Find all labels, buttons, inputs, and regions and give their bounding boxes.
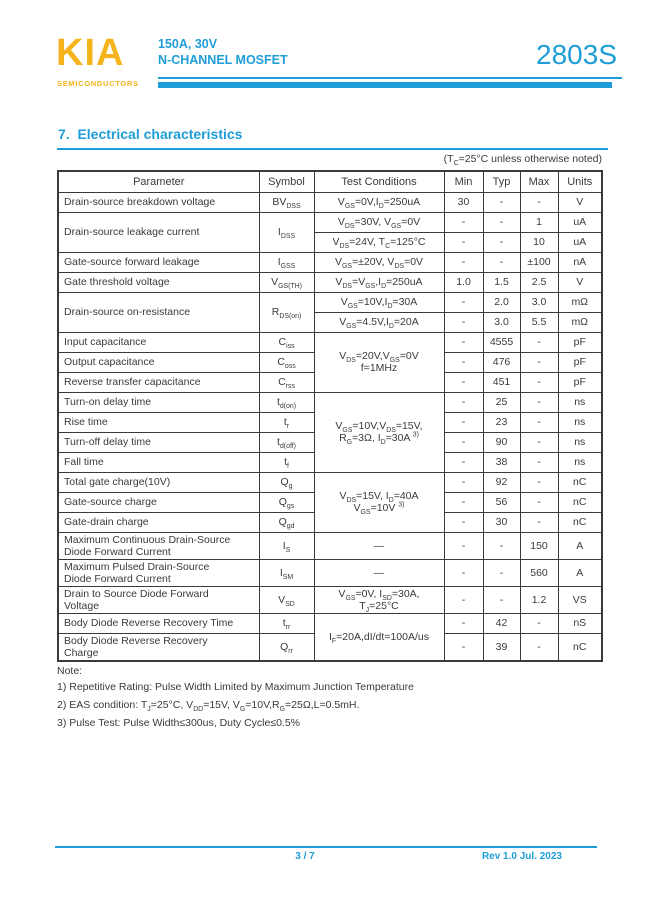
value-cell: - xyxy=(483,559,520,586)
value-cell: $V_{DS}=V_{GS},I_D=250uA$ xyxy=(314,272,444,292)
value-cell: - xyxy=(520,412,558,432)
table-row xyxy=(58,192,602,212)
value-cell: 3.0 xyxy=(520,292,558,312)
parameter-cell: Body Diode Reverse Recovery Time xyxy=(58,613,259,633)
value-cell: - xyxy=(520,633,558,661)
value-cell: - xyxy=(444,559,483,586)
page-number: 3 / 7 xyxy=(295,851,315,862)
value-cell: - xyxy=(483,192,520,212)
table-row xyxy=(58,392,602,412)
value-cell: $V_{GS}=0V,I_D=250uA$ xyxy=(314,192,444,212)
value-cell: - xyxy=(520,372,558,392)
value-cell: - xyxy=(520,332,558,352)
value-cell: - xyxy=(520,452,558,472)
value-cell: - xyxy=(444,252,483,272)
value-cell: pF xyxy=(558,332,602,352)
part-number: 2803S xyxy=(536,39,617,70)
value-cell: - xyxy=(444,232,483,252)
value-cell: mΩ xyxy=(558,292,602,312)
value-cell: $V_{GS}=\pm 20V$, $V_{DS}=0V$ xyxy=(314,252,444,272)
table-wrapper xyxy=(57,170,603,662)
value-cell: $I_F=20A,dI/dt=100A/us$ xyxy=(314,613,444,661)
value-cell: 5.5 xyxy=(520,312,558,332)
value-cell: $V_{GS}=0V$, $I_{SD}=30A$, $T_J=25^\circ C$ xyxy=(314,586,444,613)
header-rule-thin xyxy=(158,77,622,79)
section-title-rule xyxy=(57,148,608,150)
value-cell: $C_{iss}$ xyxy=(259,332,314,352)
value-cell: 1 xyxy=(520,212,558,232)
value-cell: - xyxy=(444,212,483,232)
value-cell: 150 xyxy=(520,532,558,559)
value-cell: $V_{DS}=24V$, $T_C=125^\circ C$ xyxy=(314,232,444,252)
logo-subtext: SEMICONDUCTORS xyxy=(57,79,139,88)
column-header: Max xyxy=(520,171,558,192)
value-cell: - xyxy=(483,532,520,559)
value-cell: nC xyxy=(558,512,602,532)
value-cell: $I_{DSS}$ xyxy=(259,212,314,252)
notes-block xyxy=(57,664,414,732)
table-row xyxy=(58,472,602,492)
value-cell: V xyxy=(558,192,602,212)
value-cell: - xyxy=(483,212,520,232)
table-row xyxy=(58,559,602,586)
parameter-cell: Output capacitance xyxy=(58,352,259,372)
value-cell: $V_{GS}=10V,V_{DS}=15V$, $R_G=3\Omega$, $I_D=30A$ $^{3)}$ xyxy=(314,392,444,472)
parameter-cell: Total gate charge(10V) xyxy=(58,472,259,492)
value-cell: A xyxy=(558,532,602,559)
value-cell: 2.0 xyxy=(483,292,520,312)
value-cell: 1.5 xyxy=(483,272,520,292)
value-cell: $t_{rr}$ xyxy=(259,613,314,633)
value-cell: - xyxy=(520,613,558,633)
value-cell: 2.5 xyxy=(520,272,558,292)
value-cell: 39 xyxy=(483,633,520,661)
value-cell: nS xyxy=(558,613,602,633)
value-cell: nC xyxy=(558,633,602,661)
value-cell: 451 xyxy=(483,372,520,392)
value-cell: uA xyxy=(558,212,602,232)
product-description xyxy=(158,36,288,68)
electrical-characteristics-table xyxy=(57,170,603,662)
value-cell: 560 xyxy=(520,559,558,586)
value-cell: 476 xyxy=(483,352,520,372)
value-cell: - xyxy=(444,432,483,452)
parameter-cell: Drain-source breakdown voltage xyxy=(58,192,259,212)
parameter-cell: Drain-source leakage current xyxy=(58,212,259,252)
value-cell: VS xyxy=(558,586,602,613)
value-cell: 38 xyxy=(483,452,520,472)
parameter-cell: Reverse transfer capacitance xyxy=(58,372,259,392)
value-cell: $V_{GS}=4.5V,I_D=20A$ xyxy=(314,312,444,332)
value-cell: 25 xyxy=(483,392,520,412)
value-cell: 56 xyxy=(483,492,520,512)
footer-rule xyxy=(55,846,597,848)
note-label: Note: xyxy=(57,665,83,677)
table-row xyxy=(58,586,602,613)
value-cell: nC xyxy=(558,472,602,492)
value-cell: - xyxy=(444,586,483,613)
value-cell: $t_{d(on)}$ xyxy=(259,392,314,412)
parameter-cell: Drain-source on-resistance xyxy=(58,292,259,332)
table-row xyxy=(58,532,602,559)
value-cell: 23 xyxy=(483,412,520,432)
kia-logo: KIA xyxy=(56,32,125,74)
value-cell: - xyxy=(444,392,483,412)
column-header: Parameter xyxy=(58,171,259,192)
value-cell: 3.0 xyxy=(483,312,520,332)
value-cell: $Q_{gs}$ xyxy=(259,492,314,512)
parameter-cell: Maximum Pulsed Drain-Source Diode Forward Current xyxy=(58,559,259,586)
value-cell: — xyxy=(314,559,444,586)
parameter-cell: Gate-source forward leakage xyxy=(58,252,259,272)
value-cell: - xyxy=(444,613,483,633)
value-cell: $C_{rss}$ xyxy=(259,372,314,392)
value-cell: ns xyxy=(558,452,602,472)
value-cell: - xyxy=(483,252,520,272)
value-cell: $V_{DS}=15V$, $I_D=40A$ $V_{GS}=10V$ $^{3)}$ xyxy=(314,472,444,532)
value-cell: uA xyxy=(558,232,602,252)
value-cell: - xyxy=(444,472,483,492)
value-cell: ns xyxy=(558,412,602,432)
value-cell: nC xyxy=(558,492,602,512)
table-row xyxy=(58,292,602,312)
value-cell: 1.0 xyxy=(444,272,483,292)
value-cell: — xyxy=(314,532,444,559)
value-cell: V xyxy=(558,272,602,292)
value-cell: pF xyxy=(558,352,602,372)
value-cell: 92 xyxy=(483,472,520,492)
value-cell: $I_{SM}$ xyxy=(259,559,314,586)
product-rating: 150A, 30V xyxy=(158,37,218,51)
value-cell: - xyxy=(444,512,483,532)
value-cell: 1.2 xyxy=(520,586,558,613)
value-cell: ±100 xyxy=(520,252,558,272)
revision-label: Rev 1.0 Jul. 2023 xyxy=(481,851,562,862)
value-cell: $Q_g$ xyxy=(259,472,314,492)
value-cell: ns xyxy=(558,432,602,452)
value-cell: - xyxy=(444,352,483,372)
value-cell: $t_r$ xyxy=(259,412,314,432)
parameter-cell: Maximum Continuous Drain-Source Diode Forward Current xyxy=(58,532,259,559)
value-cell: $V_{SD}$ xyxy=(259,586,314,613)
note-item-2: 2) EAS condition: $T_J=25^\circ C$, $V_{DD}=15V$, $V_G=10V,R_G=25\Omega,L=0.5mH$. xyxy=(57,699,360,714)
value-cell: - xyxy=(520,432,558,452)
value-cell: A xyxy=(558,559,602,586)
section-title: 7. Electrical characteristics xyxy=(58,126,243,142)
value-cell: $V_{GS(TH)}$ xyxy=(259,272,314,292)
value-cell: - xyxy=(444,532,483,559)
parameter-cell: Turn-off delay time xyxy=(58,432,259,452)
value-cell: $C_{oss}$ xyxy=(259,352,314,372)
value-cell: - xyxy=(444,372,483,392)
header-row xyxy=(58,171,602,192)
value-cell: $Q_{rr}$ xyxy=(259,633,314,661)
table-row xyxy=(58,252,602,272)
value-cell: 10 xyxy=(520,232,558,252)
value-cell: 42 xyxy=(483,613,520,633)
note-item-1: 1) Repetitive Rating: Pulse Width Limited by Maximum Junction Temperature xyxy=(57,681,414,693)
note-item-3: 3) Pulse Test: Pulse Width≤300us, Duty Cycle≤0.5% xyxy=(57,717,301,729)
table-row xyxy=(58,272,602,292)
product-type: N-CHANNEL MOSFET xyxy=(158,53,288,67)
value-cell: - xyxy=(483,586,520,613)
value-cell: - xyxy=(520,512,558,532)
table-row xyxy=(58,613,602,633)
value-cell: mΩ xyxy=(558,312,602,332)
parameter-cell: Input capacitance xyxy=(58,332,259,352)
value-cell: - xyxy=(444,452,483,472)
value-cell: $V_{GS}=10V,I_D=30A$ xyxy=(314,292,444,312)
value-cell: $t_f$ xyxy=(259,452,314,472)
value-cell: - xyxy=(520,472,558,492)
value-cell: 30 xyxy=(444,192,483,212)
table-head xyxy=(58,171,602,192)
value-cell: - xyxy=(520,192,558,212)
value-cell: $I_S$ xyxy=(259,532,314,559)
value-cell: $BV_{DSS}$ xyxy=(259,192,314,212)
value-cell: - xyxy=(444,412,483,432)
column-header: Units xyxy=(558,171,602,192)
value-cell: - xyxy=(520,492,558,512)
value-cell: - xyxy=(444,312,483,332)
parameter-cell: Turn-on delay time xyxy=(58,392,259,412)
table-body xyxy=(58,192,602,661)
value-cell: $t_{d(off)}$ xyxy=(259,432,314,452)
value-cell: $R_{DS(on)}$ xyxy=(259,292,314,332)
value-cell: ns xyxy=(558,392,602,412)
parameter-cell: Gate-drain charge xyxy=(58,512,259,532)
parameter-cell: Drain to Source Diode Forward Voltage xyxy=(58,586,259,613)
column-header: Min xyxy=(444,171,483,192)
table-row xyxy=(58,332,602,352)
value-cell: - xyxy=(520,392,558,412)
column-header: Test Conditions xyxy=(314,171,444,192)
value-cell: $I_{GSS}$ xyxy=(259,252,314,272)
value-cell: - xyxy=(520,352,558,372)
value-cell: - xyxy=(444,492,483,512)
value-cell: $Q_{gd}$ xyxy=(259,512,314,532)
table-row xyxy=(58,212,602,232)
value-cell: pF xyxy=(558,372,602,392)
value-cell: - xyxy=(444,292,483,312)
column-header: Typ xyxy=(483,171,520,192)
value-cell: 30 xyxy=(483,512,520,532)
test-condition-note: ($T_C=25^\circ C$ unless otherwise noted) xyxy=(443,153,602,168)
value-cell: $V_{DS}=20V,V_{GS}=0V$ f=1MHz xyxy=(314,332,444,392)
value-cell: 90 xyxy=(483,432,520,452)
column-header: Symbol xyxy=(259,171,314,192)
parameter-cell: Gate threshold voltage xyxy=(58,272,259,292)
value-cell: $V_{DS}=30V$, $V_{GS}=0V$ xyxy=(314,212,444,232)
value-cell: - xyxy=(444,332,483,352)
value-cell: - xyxy=(444,633,483,661)
header-rule-thick xyxy=(158,82,612,88)
value-cell: 4555 xyxy=(483,332,520,352)
parameter-cell: Body Diode Reverse Recovery Charge xyxy=(58,633,259,661)
value-cell: nA xyxy=(558,252,602,272)
parameter-cell: Rise time xyxy=(58,412,259,432)
value-cell: - xyxy=(483,232,520,252)
parameter-cell: Fall time xyxy=(58,452,259,472)
parameter-cell: Gate-source charge xyxy=(58,492,259,512)
